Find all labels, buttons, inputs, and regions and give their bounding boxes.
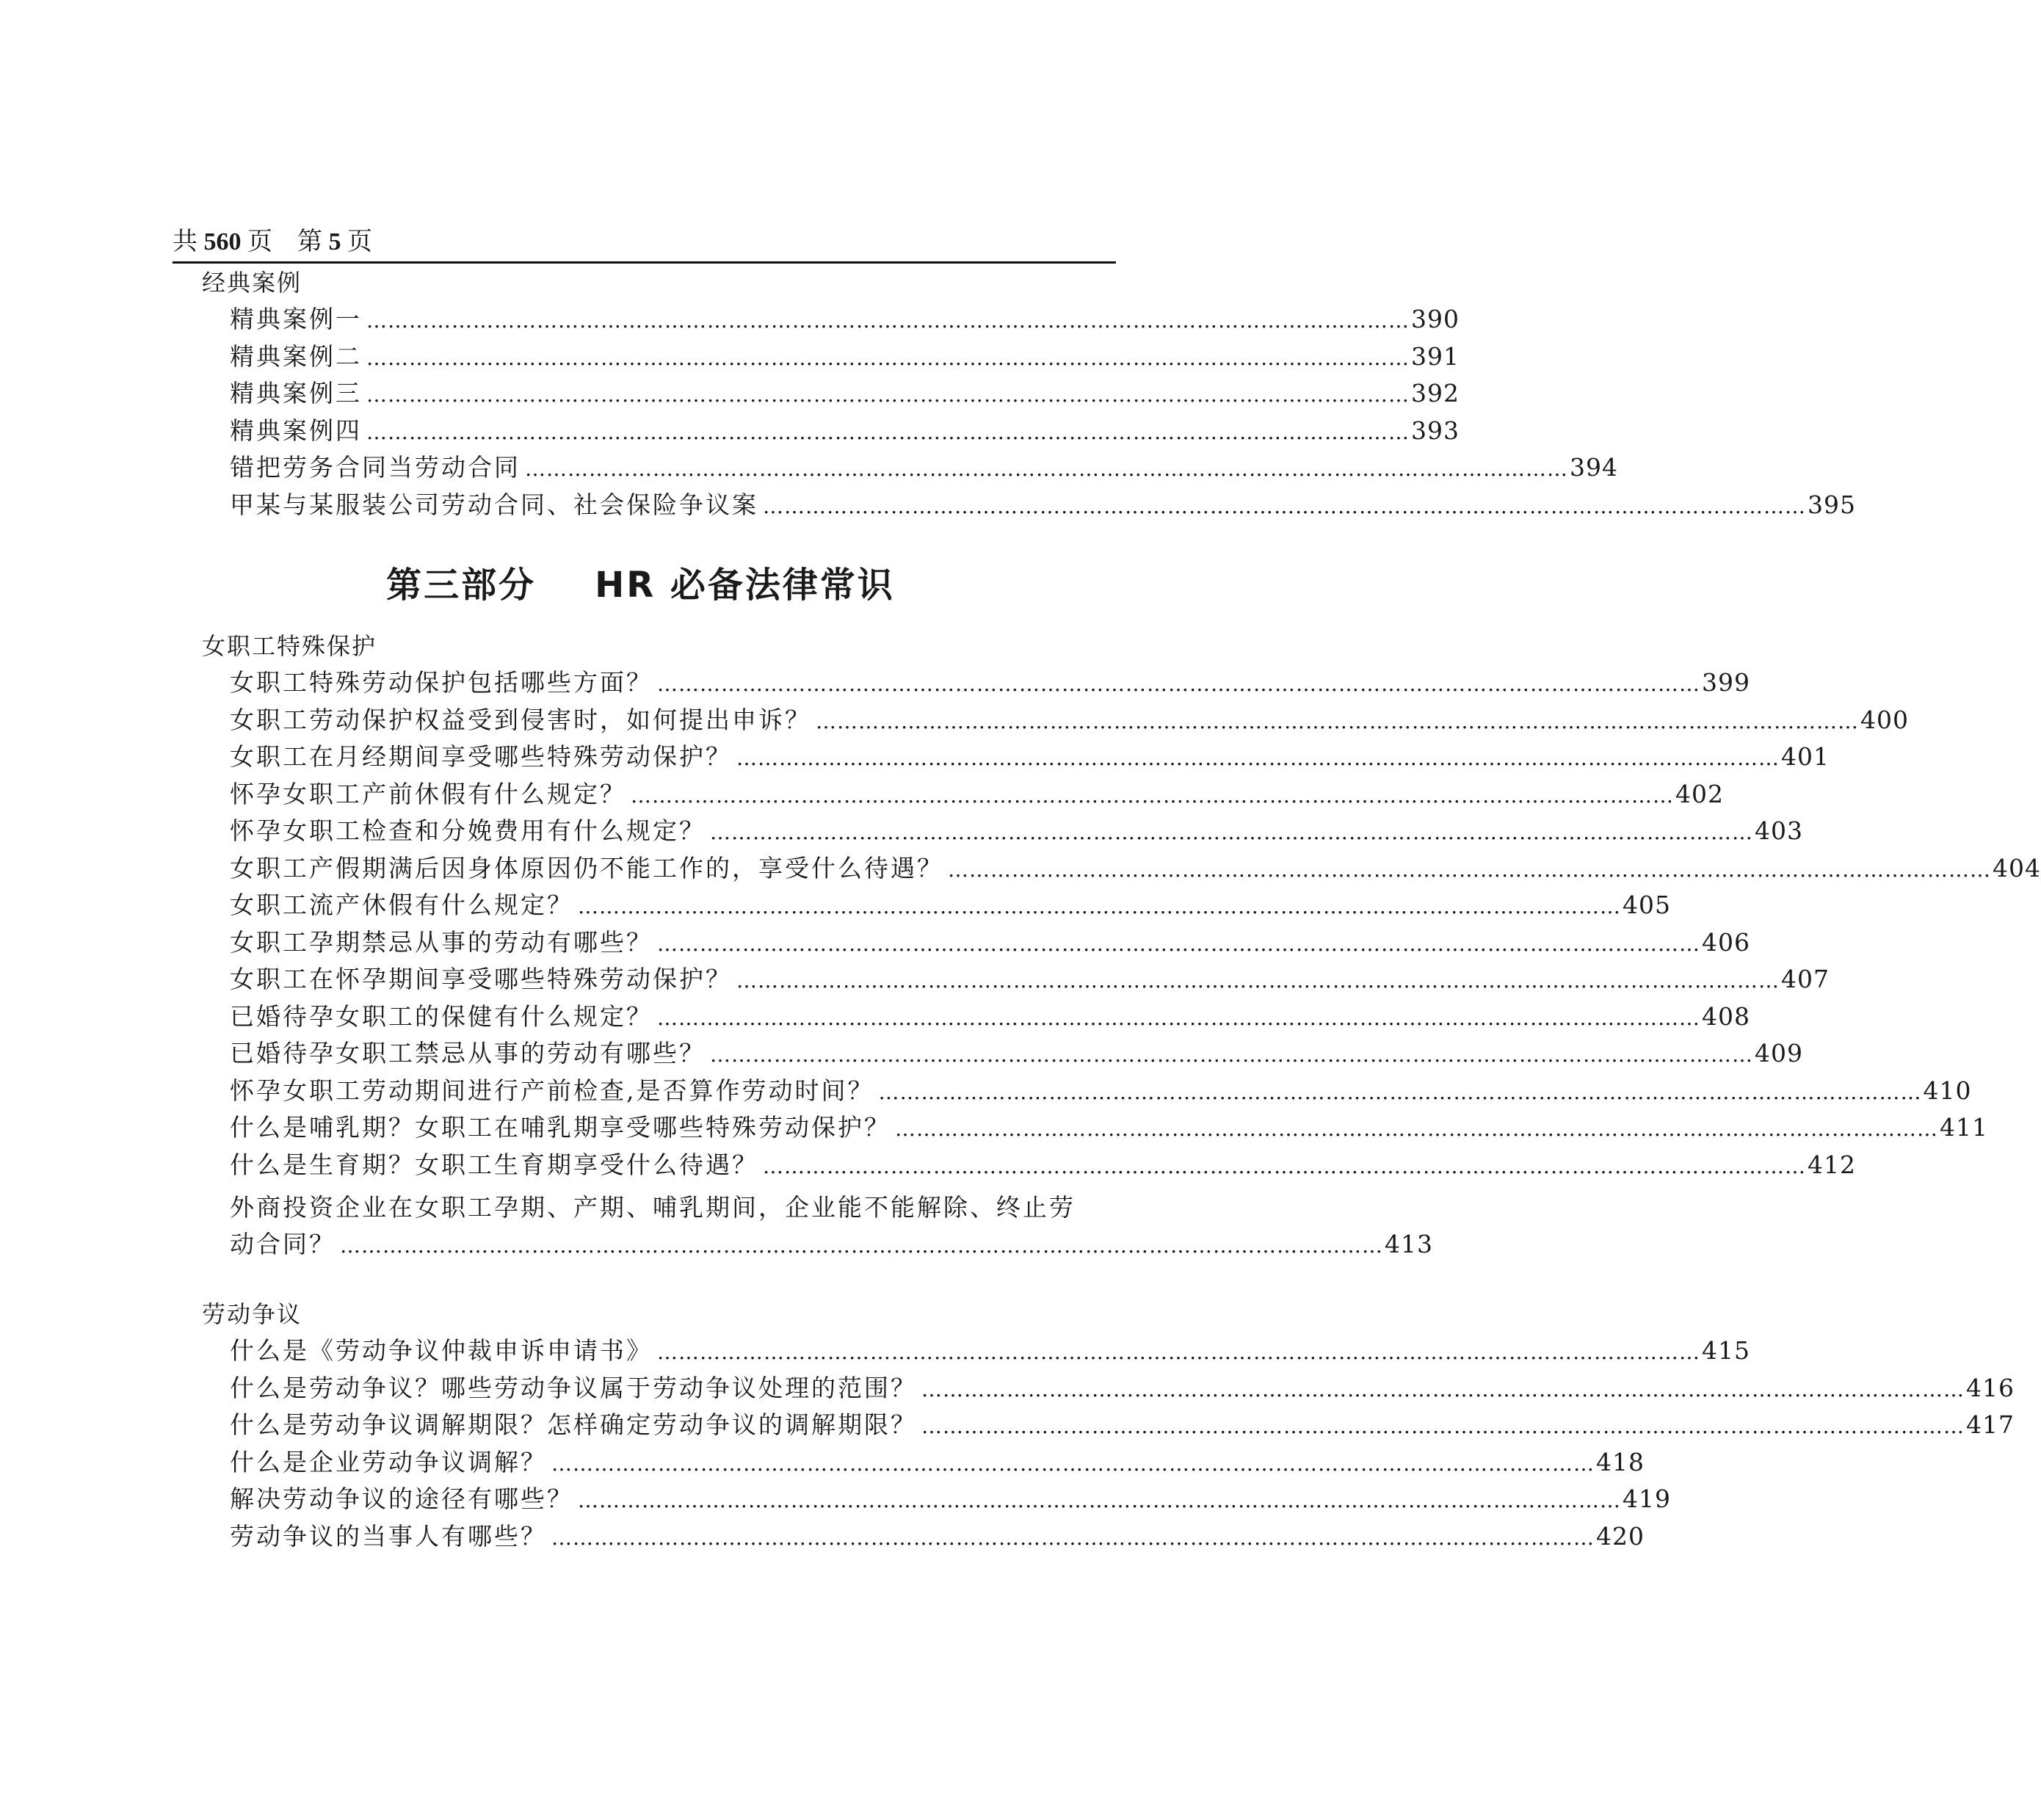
- dot-leader: …………………………………………………………………………………………………………………………………: [657, 1340, 1700, 1364]
- dot-leader: …………………………………………………………………………………………………………………………………: [878, 1079, 1922, 1104]
- dot-leader: …………………………………………………………………………………………………………………………………: [366, 419, 1410, 444]
- toc-entry-page: 395: [1808, 490, 1856, 519]
- toc-entry-page: 417: [1966, 1410, 2015, 1439]
- section-heading-female: 女职工特殊保护: [202, 632, 377, 660]
- toc-entry[interactable]: [230, 887, 1671, 924]
- toc-entry-title: 什么是劳动争议调解期限？怎样确定劳动争议的调解期限？: [230, 1410, 917, 1439]
- toc-entry-title: 女职工产假期满后因身体原因仍不能工作的，享受什么待遇？: [230, 853, 943, 882]
- toc-entry-page: 401: [1781, 742, 1830, 771]
- toc-entry-title: 什么是哺乳期？女职工在哺乳期享受哪些特殊劳动保护？: [230, 1113, 891, 1142]
- toc-entry-page: 403: [1755, 816, 1803, 845]
- toc-entry-title: 动合同？: [230, 1230, 336, 1258]
- dot-leader: …………………………………………………………………………………………………………………………………: [736, 746, 1780, 770]
- page-header: [173, 225, 1116, 264]
- toc-entry[interactable]: [230, 1481, 1671, 1518]
- toc-entry[interactable]: [230, 301, 1460, 338]
- toc-entry[interactable]: [230, 776, 1724, 813]
- toc-entry-page: 399: [1702, 668, 1750, 697]
- toc-entry[interactable]: [230, 924, 1750, 961]
- dot-leader: …………………………………………………………………………………………………………………………………: [895, 1117, 1938, 1141]
- section-heading-cases: 经典案例: [202, 269, 302, 297]
- toc-entry[interactable]: [230, 1407, 2015, 1443]
- dot-leader: …………………………………………………………………………………………………………………………………: [921, 1377, 1965, 1402]
- dot-leader: …………………………………………………………………………………………………………………………………: [710, 1043, 1753, 1067]
- dot-leader: …………………………………………………………………………………………………………………………………: [366, 308, 1410, 333]
- toc-entry-title: 什么是生育期？女职工生育期享受什么待遇？: [230, 1150, 758, 1179]
- dot-leader: …………………………………………………………………………………………………………………………………: [525, 457, 1568, 481]
- toc-entry-title: 已婚待孕女职工禁忌从事的劳动有哪些？: [230, 1039, 706, 1067]
- toc-entry[interactable]: [230, 375, 1460, 412]
- toc-entry-title: 女职工劳动保护权益受到侵害时，如何提出申诉？: [230, 705, 811, 734]
- toc-entry[interactable]: [230, 1518, 1645, 1555]
- total-pages: 560: [203, 228, 242, 255]
- toc-entry-title: 女职工在怀孕期间享受哪些特殊劳动保护？: [230, 965, 732, 993]
- toc-entry-title: 已婚待孕女职工的保健有什么规定？: [230, 1001, 653, 1031]
- toc-entry[interactable]: [230, 413, 1460, 449]
- toc-entry[interactable]: [230, 664, 1750, 701]
- toc-entry[interactable]: [230, 1333, 1750, 1369]
- toc-entry-page: 410: [1923, 1076, 1972, 1105]
- toc-entry[interactable]: [230, 1035, 1803, 1072]
- dot-leader: …………………………………………………………………………………………………………………………………: [551, 1451, 1595, 1476]
- current-suffix: 页: [347, 228, 372, 255]
- toc-entry-page: 419: [1623, 1484, 1671, 1513]
- toc-entry-page: 390: [1411, 305, 1460, 333]
- dot-leader: …………………………………………………………………………………………………………………………………: [578, 1488, 1621, 1512]
- toc-entry-title: 怀孕女职工劳动期间进行产前检查,是否算作劳动时间？: [230, 1076, 874, 1105]
- toc-entry[interactable]: [230, 1073, 1972, 1109]
- dot-leader: …………………………………………………………………………………………………………………………………: [710, 820, 1753, 844]
- toc-entry-page: 407: [1781, 965, 1830, 993]
- toc-entry-page: 400: [1860, 705, 1909, 734]
- toc-entry[interactable]: [230, 961, 1830, 998]
- toc-entry[interactable]: [230, 850, 2041, 887]
- toc-entry-page: 391: [1411, 341, 1460, 371]
- toc-entry-title: 解决劳动争议的途径有哪些？: [230, 1484, 573, 1513]
- toc-entry-title: 劳动争议的当事人有哪些？: [230, 1521, 547, 1551]
- toc-entry[interactable]: [230, 739, 1830, 775]
- toc-entry[interactable]: [230, 813, 1803, 849]
- dot-leader: …………………………………………………………………………………………………………………………………: [551, 1525, 1595, 1550]
- toc-entry-page: 415: [1702, 1336, 1750, 1365]
- toc-entry-title: 什么是《劳动争议仲裁申诉申请书》: [230, 1336, 653, 1365]
- dot-leader: …………………………………………………………………………………………………………………………………: [657, 931, 1700, 956]
- dot-leader: …………………………………………………………………………………………………………………………………: [736, 968, 1780, 993]
- toc-entry-title: 精典案例三: [230, 379, 362, 407]
- toc-entry[interactable]: [230, 998, 1750, 1035]
- toc-entry-title: 女职工特殊劳动保护包括哪些方面？: [230, 668, 653, 697]
- toc-entry-title: 女职工在月经期间享受哪些特殊劳动保护？: [230, 742, 732, 771]
- toc-entry[interactable]: [230, 449, 1618, 486]
- dot-leader: …………………………………………………………………………………………………………………………………: [366, 383, 1410, 407]
- toc-entry-title: 什么是企业劳动争议调解？: [230, 1447, 547, 1476]
- part-name: HR 必备法律常识: [595, 565, 895, 606]
- current-prefix: 第: [297, 228, 322, 255]
- toc-entry-title: 精典案例二: [230, 341, 362, 371]
- toc-entry-page: 418: [1596, 1447, 1645, 1476]
- toc-entry[interactable]: [230, 702, 1909, 739]
- toc-entry-page: 394: [1570, 453, 1618, 482]
- toc-entry-title: 错把劳务合同当劳动合同: [230, 453, 521, 482]
- total-prefix: 共: [173, 228, 197, 255]
- toc-entry[interactable]: [230, 1370, 2015, 1407]
- toc-entry[interactable]: [230, 1147, 1856, 1183]
- dot-leader: …………………………………………………………………………………………………………………………………: [366, 345, 1410, 370]
- part-title: [0, 556, 1281, 607]
- toc-entry-title: 精典案例四: [230, 416, 362, 445]
- dot-leader: …………………………………………………………………………………………………………………………………: [816, 708, 1859, 733]
- dot-leader: …………………………………………………………………………………………………………………………………: [631, 783, 1674, 808]
- toc-entry[interactable]: [230, 1109, 1988, 1146]
- toc-entry-page: 409: [1755, 1039, 1803, 1067]
- toc-entry-title: 女职工孕期禁忌从事的劳动有哪些？: [230, 927, 653, 957]
- toc-entry[interactable]: [230, 338, 1460, 375]
- toc-entry-page: 404: [1993, 853, 2041, 882]
- toc-entry-page: 393: [1411, 416, 1460, 445]
- toc-entry-page: 405: [1623, 891, 1671, 919]
- toc-entry[interactable]: [230, 1444, 1645, 1481]
- dot-leader: …………………………………………………………………………………………………………………………………: [578, 894, 1621, 918]
- dot-leader: …………………………………………………………………………………………………………………………………: [921, 1414, 1965, 1438]
- toc-entry-title: 怀孕女职工产前休假有什么规定？: [230, 779, 626, 808]
- current-page: 5: [328, 228, 341, 255]
- dot-leader: …………………………………………………………………………………………………………………………………: [763, 493, 1806, 518]
- dot-leader: …………………………………………………………………………………………………………………………………: [657, 1005, 1700, 1030]
- toc-entry-page: 412: [1808, 1150, 1856, 1179]
- dot-leader: …………………………………………………………………………………………………………………………………: [948, 857, 1991, 882]
- toc-entry-title: 什么是劳动争议？哪些劳动争议属于劳动争议处理的范围？: [230, 1373, 917, 1402]
- toc-entry-title: 精典案例一: [230, 305, 362, 333]
- toc-entry-wrapped-line2[interactable]: [230, 1226, 1433, 1263]
- toc-entry-title: 怀孕女职工检查和分娩费用有什么规定？: [230, 816, 706, 845]
- toc-entry-page: 413: [1385, 1230, 1433, 1258]
- toc-entry-page: 420: [1596, 1521, 1645, 1551]
- toc-entry-page: 392: [1411, 379, 1460, 407]
- toc-entry-title: 女职工流产休假有什么规定？: [230, 891, 573, 919]
- toc-entry[interactable]: [230, 487, 1856, 523]
- part-label: 第三部分: [386, 565, 537, 606]
- toc-entry-title: 甲某与某服装公司劳动合同、社会保险争议案: [230, 490, 758, 519]
- toc-entry-page: 408: [1702, 1001, 1750, 1031]
- toc-entry-page: 402: [1675, 779, 1724, 808]
- toc-entry-page: 411: [1940, 1113, 1988, 1142]
- dot-leader: …………………………………………………………………………………………………………………………………: [340, 1233, 1383, 1258]
- toc-entry-wrapped-line1[interactable]: 外商投资企业在女职工孕期、产期、哺乳期间，企业能不能解除、终止劳: [230, 1193, 1076, 1222]
- dot-leader: …………………………………………………………………………………………………………………………………: [657, 672, 1700, 696]
- toc-entry-page: 406: [1702, 927, 1750, 957]
- dot-leader: …………………………………………………………………………………………………………………………………: [763, 1153, 1806, 1178]
- total-suffix: 页: [247, 228, 272, 255]
- section-heading-dispute: 劳动争议: [202, 1300, 302, 1328]
- toc-entry-page: 416: [1966, 1373, 2015, 1402]
